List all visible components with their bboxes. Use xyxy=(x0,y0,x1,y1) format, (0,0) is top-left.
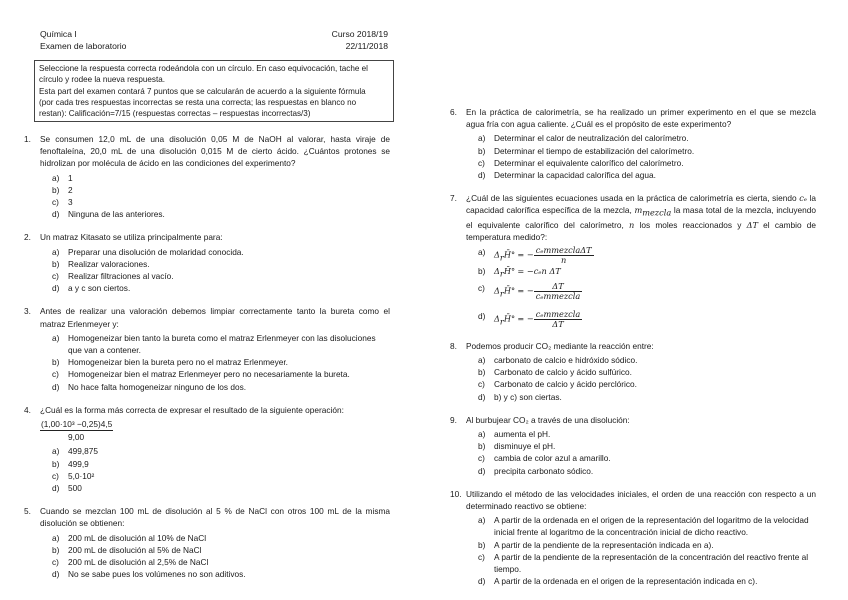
math-delta-t: ΔT xyxy=(746,220,758,231)
option-d[interactable] xyxy=(52,208,390,220)
option-text: A partir de la ordenada en el origen de la representación del logaritmo de la velocidad inicial frente al logaritmo de la concentración inicial de dicho reactivo. xyxy=(494,515,809,538)
option-d[interactable] xyxy=(478,465,816,477)
option-label: d) xyxy=(478,465,486,476)
fraction-numerator: ΔT xyxy=(534,282,583,292)
option-label: a) xyxy=(52,172,60,183)
equation-eq: = − xyxy=(517,313,534,324)
equation-eq: = −cₑn ΔT xyxy=(517,265,561,276)
option-c[interactable] xyxy=(52,196,390,208)
option-text: Carbonato de calcio y ácido sulfúrico. xyxy=(494,367,632,378)
option-text: 200 mL de disolución al 5% de NaCl xyxy=(68,544,202,555)
equation-lhs-sub: r xyxy=(499,252,504,263)
equation-lhs-sub: r xyxy=(499,316,504,327)
option-a[interactable] xyxy=(52,172,390,184)
question-text: Cuando se mezclan 100 mL de disolución al 5 % de NaCl con otros 100 mL de la misma disolución se obtienen: xyxy=(40,506,390,529)
question-number: 4. xyxy=(24,404,31,415)
question-text-part: ¿Cuál de las siguientes ecuaciones usada en la práctica de calorimetría es cierta, siendo xyxy=(466,193,800,204)
instructions-box xyxy=(34,60,394,122)
option-text: a y c son ciertos. xyxy=(68,283,131,294)
option-text: A partir de la pendiente de la representación de la concentración del reactivo frente al tiempo. xyxy=(494,551,809,574)
expression-denominator: 9,00 xyxy=(68,432,85,443)
option-c[interactable] xyxy=(52,270,390,282)
option-b[interactable] xyxy=(52,356,390,368)
question-text: Antes de realizar una valoración debemos limpiar correctamente tanto la bureta como el matraz Erlenmeyer y: xyxy=(40,306,390,329)
course-name: Química I xyxy=(40,29,77,39)
option-text: Realizar filtraciones al vacío. xyxy=(68,271,174,282)
question-text: Se consumen 12,0 mL de una disolución 0,05 M de NaOH al valorar, hasta viraje de fenoftaleína, 20,0 mL de una disolución 0,015 M de cierto ácido. ¿Cuántos protones se hidrolizan por molécula de ácido en las condiciones del experimento? xyxy=(40,134,390,169)
option-d[interactable] xyxy=(478,391,816,403)
option-label: b) xyxy=(52,458,60,469)
fraction-numerator: cₑmmezclaΔT xyxy=(535,244,592,255)
option-text: 1 xyxy=(68,172,73,183)
course-year: Curso 2018/19 xyxy=(331,29,388,39)
option-text: 200 mL de disolución al 2,5% de NaCl xyxy=(68,557,209,568)
option-label: a) xyxy=(478,133,486,144)
option-text: b) y c) son ciertas. xyxy=(494,391,562,402)
option-text: Homogeneizar bien la bureta pero no el matraz Erlenmeyer. xyxy=(68,357,288,368)
question-number: 5. xyxy=(24,506,31,517)
equation-lhs-h: H̄° xyxy=(503,265,516,276)
option-label: a) xyxy=(478,515,486,526)
equation-eq: = − xyxy=(517,249,534,260)
option-text: 499,875 xyxy=(68,446,98,457)
option-b[interactable] xyxy=(52,184,390,196)
option-text: cambia de color azul a amarillo. xyxy=(494,453,611,464)
option-label: a) xyxy=(478,428,486,439)
option-text: Homogeneizar bien tanto la bureta como el matraz Erlenmeyer con las disoluciones que van a contener. xyxy=(68,332,376,356)
math-ce: cₑ xyxy=(799,193,807,204)
question-6 xyxy=(450,106,816,181)
option-text: Carbonato de calcio y ácido perclórico. xyxy=(494,379,637,390)
option-c[interactable] xyxy=(52,556,390,568)
option-d[interactable] xyxy=(52,381,390,393)
option-c[interactable] xyxy=(52,470,390,482)
options-list xyxy=(466,514,816,587)
fraction-numerator: cₑmmezcla xyxy=(535,308,581,319)
option-b[interactable] xyxy=(478,145,816,157)
question-number: 7. xyxy=(450,193,457,204)
option-label: c) xyxy=(52,271,59,282)
option-a[interactable] xyxy=(52,445,390,457)
option-label: c) xyxy=(52,369,59,380)
equation-lhs-h: H̄° xyxy=(503,313,516,324)
question-text: ¿Cuál es la forma más correcta de expresar el resultado de la siguiente operación: xyxy=(40,404,344,415)
options-list xyxy=(40,532,390,581)
question-number: 1. xyxy=(24,134,31,144)
right-column xyxy=(450,106,816,598)
fraction-denominator: cₑmmezcla xyxy=(535,290,581,301)
option-label: c) xyxy=(478,551,485,562)
option-label: b) xyxy=(478,367,486,378)
instructions-line: restan): Calificación=7/15 (respuestas correctas – respuestas incorrectas/3) xyxy=(39,109,311,119)
option-label: b) xyxy=(52,544,60,555)
option-text: 2 xyxy=(68,184,73,195)
fraction-denominator: n xyxy=(561,254,567,265)
equation-lhs-sub: r xyxy=(499,268,504,279)
option-a[interactable] xyxy=(52,246,390,258)
option-b[interactable] xyxy=(478,265,816,282)
options-list xyxy=(40,172,390,221)
question-9 xyxy=(450,414,816,477)
option-label: a) xyxy=(52,246,60,257)
left-column xyxy=(24,133,390,592)
option-a[interactable] xyxy=(478,246,816,265)
option-label: c) xyxy=(52,470,59,481)
equation-lhs-h: H̄° xyxy=(503,249,516,260)
instructions-line: (por cada tres respuestas incorrectas se resta una correcta; las respuestas en blanco no xyxy=(39,97,357,107)
question-number: 8. xyxy=(450,340,457,351)
option-d[interactable] xyxy=(478,575,816,587)
question-number: 6. xyxy=(450,107,457,117)
option-label: c) xyxy=(478,379,485,390)
question-text-part: los moles reaccionados y xyxy=(634,220,747,231)
instructions-line: Seleccione la respuesta correcta rodeándola con un círculo. En caso equivocación, tache el xyxy=(39,64,368,73)
question-3 xyxy=(24,305,390,392)
option-text: Realizar valoraciones. xyxy=(68,258,150,269)
question-7 xyxy=(450,192,816,328)
option-a[interactable] xyxy=(478,514,816,538)
option-c[interactable] xyxy=(478,157,816,169)
question-text-part: la masa total de la mezcla, incluyendo el equivalente calorífico del calorímetro, xyxy=(466,205,816,231)
option-a[interactable] xyxy=(478,132,816,144)
option-text: precipita carbonato sódico. xyxy=(494,465,594,476)
option-label: a) xyxy=(52,532,60,543)
option-c[interactable] xyxy=(478,551,816,575)
options-list xyxy=(466,428,816,477)
option-text: 499,9 xyxy=(68,458,89,469)
option-d[interactable] xyxy=(478,310,816,329)
option-label: d) xyxy=(478,310,486,321)
option-d[interactable] xyxy=(52,482,390,494)
header-right xyxy=(300,28,388,52)
option-label: b) xyxy=(478,539,486,550)
question-text: Podemos producir CO₂ mediante la reacción entre: xyxy=(466,340,654,351)
question-text xyxy=(466,192,816,243)
option-label: b) xyxy=(478,441,486,452)
option-label: b) xyxy=(478,145,486,156)
option-label: b) xyxy=(52,258,60,269)
option-c[interactable] xyxy=(478,452,816,464)
option-text: disminuye el pH. xyxy=(494,441,556,452)
option-text: Determinar el calor de neutralización del calorímetro. xyxy=(494,133,689,144)
option-label: a) xyxy=(478,246,486,257)
option-c[interactable] xyxy=(478,282,816,301)
option-label: c) xyxy=(478,453,485,464)
option-a[interactable] xyxy=(52,532,390,544)
question-number: 9. xyxy=(450,414,457,425)
question-text: Al burbujear CO₂ a través de una disolución: xyxy=(466,414,630,425)
question-5 xyxy=(24,505,390,580)
option-text: Homogeneizar bien el matraz Erlenmeyer pero no necesariamente la bureta. xyxy=(68,369,350,380)
option-b[interactable] xyxy=(478,440,816,452)
question-text: Un matraz Kitasato se utiliza principalmente para: xyxy=(40,232,223,243)
fraction-denominator: ΔT xyxy=(552,318,564,329)
option-label: d) xyxy=(478,391,486,402)
option-text: 200 mL de disolución al 10% de NaCl xyxy=(68,532,207,543)
options-list xyxy=(40,332,390,393)
options-list xyxy=(40,246,390,295)
equation-fraction xyxy=(534,310,583,329)
option-text: A partir de la pendiente de la representación indicada en a). xyxy=(494,539,714,550)
question-4 xyxy=(24,404,390,494)
question-text-part: el cambio de temperatura medido?: xyxy=(466,220,817,243)
equation-lhs: Δ xyxy=(494,249,500,260)
option-d[interactable] xyxy=(478,169,816,181)
equation-lhs: Δ xyxy=(494,265,500,276)
options-list xyxy=(40,445,390,494)
option-text: Ninguna de las anteriores. xyxy=(68,209,165,220)
option-label: b) xyxy=(52,357,60,368)
equation-lhs-sub: r xyxy=(499,288,504,299)
question-text: En la práctica de calorimetría, se ha realizado un primer experimento en el que se mezcla agua fría con agua caliente. ¿Cuál es el propósito de este experimento? xyxy=(466,107,816,130)
option-text: Determinar la capacidad calorífica del agua. xyxy=(494,170,656,181)
math-m: m xyxy=(634,205,643,216)
option-text: 3 xyxy=(68,197,73,208)
option-b[interactable] xyxy=(478,366,816,378)
operation-expression xyxy=(40,418,390,443)
option-label: c) xyxy=(52,197,59,208)
option-label: b) xyxy=(52,184,60,195)
option-label: d) xyxy=(52,283,60,294)
option-label: c) xyxy=(52,557,59,568)
option-label: c) xyxy=(478,157,485,168)
options-list xyxy=(466,132,816,181)
equation-eq: = − xyxy=(517,285,534,296)
option-b[interactable] xyxy=(52,544,390,556)
option-label: d) xyxy=(52,209,60,220)
option-c[interactable] xyxy=(52,368,390,380)
option-a[interactable] xyxy=(478,354,816,366)
option-label: a) xyxy=(52,332,60,343)
question-10 xyxy=(450,488,816,588)
option-a[interactable] xyxy=(478,428,816,440)
option-label: a) xyxy=(478,354,486,365)
option-label: d) xyxy=(52,569,60,580)
question-number: 10. xyxy=(450,488,462,499)
math-n: n xyxy=(629,220,635,231)
question-8 xyxy=(450,340,816,403)
header-left xyxy=(40,28,126,52)
option-b[interactable] xyxy=(478,539,816,551)
instructions-line: círculo y rodee la nueva respuesta. xyxy=(39,75,165,85)
options-list xyxy=(466,246,816,329)
option-d[interactable] xyxy=(52,568,390,580)
option-text: Preparar una disolución de molaridad conocida. xyxy=(68,246,244,257)
option-label: d) xyxy=(478,576,486,587)
option-b[interactable] xyxy=(52,258,390,270)
option-b[interactable] xyxy=(52,458,390,470)
math-sub-mezcla: mezcla xyxy=(642,208,672,219)
option-text: 5,0·10² xyxy=(68,470,95,481)
question-text: Utilizando el método de las velocidades iniciales, el orden de una reacción con respecto a un determinado reactivo se obtiene: xyxy=(466,488,816,511)
option-text: 500 xyxy=(68,483,82,494)
option-text: Determinar el tiempo de estabilización del calorímetro. xyxy=(494,145,695,156)
equation-fraction xyxy=(534,282,583,301)
exam-date: 22/11/2018 xyxy=(345,41,388,51)
option-label: d) xyxy=(478,170,486,181)
question-2 xyxy=(24,231,390,294)
option-label: d) xyxy=(52,483,60,494)
question-number: 3. xyxy=(24,306,31,317)
option-text: Determinar el equivalente calorífico del calorímetro. xyxy=(494,157,684,168)
option-c[interactable] xyxy=(478,378,816,390)
equation-lhs-h: H̄° xyxy=(503,285,516,296)
option-text: No se sabe pues los volúmenes no son aditivos. xyxy=(68,569,246,580)
exam-name: Examen de laboratorio xyxy=(40,41,127,51)
option-label: c) xyxy=(478,282,485,293)
option-text: carbonato de calcio e hidróxido sódico. xyxy=(494,354,638,365)
question-1 xyxy=(24,133,390,220)
equation-lhs: Δ xyxy=(494,313,500,324)
instructions-line: Esta part del examen contará 7 puntos que se calcularán de acuerdo a la siguiente fórmula xyxy=(39,86,366,96)
question-text-part: la capacidad calorífica específica de la mezcla, xyxy=(466,193,816,216)
option-text: aumenta el pH. xyxy=(494,428,551,439)
option-a[interactable] xyxy=(52,332,390,356)
option-d[interactable] xyxy=(52,282,390,294)
option-label: a) xyxy=(52,446,60,457)
options-list xyxy=(466,354,816,403)
option-text: No hace falta homogeneizar ninguno de los dos. xyxy=(68,381,247,392)
equation-fraction xyxy=(534,246,594,265)
expression-numerator: (1,00·10³ −0,25)4,5 xyxy=(40,418,113,431)
equation-lhs: Δ xyxy=(494,285,500,296)
option-label: d) xyxy=(52,381,60,392)
option-label: b) xyxy=(478,265,486,276)
option-text: A partir de la ordenada en el origen de la representación indicada en c). xyxy=(494,576,758,587)
question-number: 2. xyxy=(24,232,31,243)
